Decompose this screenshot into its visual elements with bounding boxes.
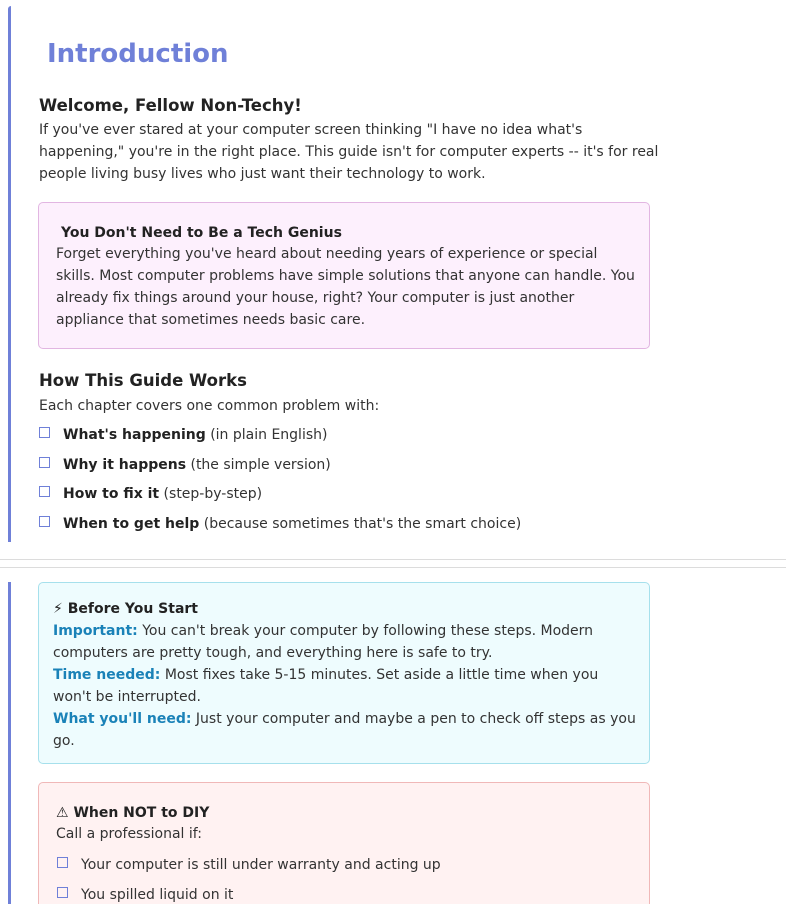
page-title: Introduction <box>47 39 229 69</box>
what-you-need-note: What you'll need: Just your computer and maybe a pen to check off steps as you go. <box>53 711 636 749</box>
callout-title: ⚡ Before You Start <box>53 601 198 617</box>
chapter-contents-list <box>39 424 521 542</box>
checkbox-icon[interactable] <box>39 486 50 497</box>
professional-reasons-list <box>57 854 441 904</box>
list-item: Your computer is still under warranty and acting up <box>57 854 441 884</box>
important-note: Important: You can't break your computer by following these steps. Modern computers are pretty tough, and everything here is safe to try. <box>53 623 594 661</box>
checkbox-icon[interactable] <box>39 516 50 527</box>
warning-icon: ⚠ <box>56 805 69 821</box>
welcome-heading: Welcome, Fellow Non-Techy! <box>39 96 302 115</box>
time-needed-note: Time needed: Most fixes take 5-15 minutes. Set aside a little time when you won't be interrupted. <box>53 667 599 705</box>
callout-lead: Call a professional if: <box>56 826 202 842</box>
list-item: When to get help (because sometimes that's the smart choice) <box>39 513 521 543</box>
list-item: You spilled liquid on it <box>57 884 441 904</box>
section-accent-bar <box>8 582 11 904</box>
checkbox-icon[interactable] <box>39 427 50 438</box>
list-item: What's happening (in plain English) <box>39 424 521 454</box>
section-accent-bar <box>8 6 11 542</box>
section-divider <box>0 567 786 568</box>
before-you-start-callout <box>38 582 650 764</box>
when-not-to-diy-callout <box>38 782 650 904</box>
checkbox-icon[interactable] <box>39 457 50 468</box>
list-item: How to fix it (step-by-step) <box>39 483 521 513</box>
list-item: Why it happens (the simple version) <box>39 454 521 484</box>
checkbox-icon[interactable] <box>57 887 68 898</box>
callout-title: ⚠ When NOT to DIY <box>56 805 210 821</box>
callout-title: You Don't Need to Be a Tech Genius <box>61 225 342 241</box>
lightning-icon: ⚡ <box>53 601 63 617</box>
callout-body: Forget everything you've heard about needing years of experience or special skills. Most computer problems have simple solutions that anyone can handle. You already fix things around your house, right? Your computer is just another appliance that sometimes needs basic care. <box>56 246 635 328</box>
how-guide-works-heading: How This Guide Works <box>39 371 247 390</box>
section-divider <box>0 559 786 560</box>
welcome-paragraph: If you've ever stared at your computer screen thinking "I have no idea what's happening," you're in the right place. This guide isn't for computer experts -- it's for real people living busy lives who just want their technology to work. <box>39 122 659 182</box>
how-guide-works-lead: Each chapter covers one common problem with: <box>39 398 380 414</box>
tech-genius-callout <box>38 202 650 349</box>
checkbox-icon[interactable] <box>57 857 68 868</box>
